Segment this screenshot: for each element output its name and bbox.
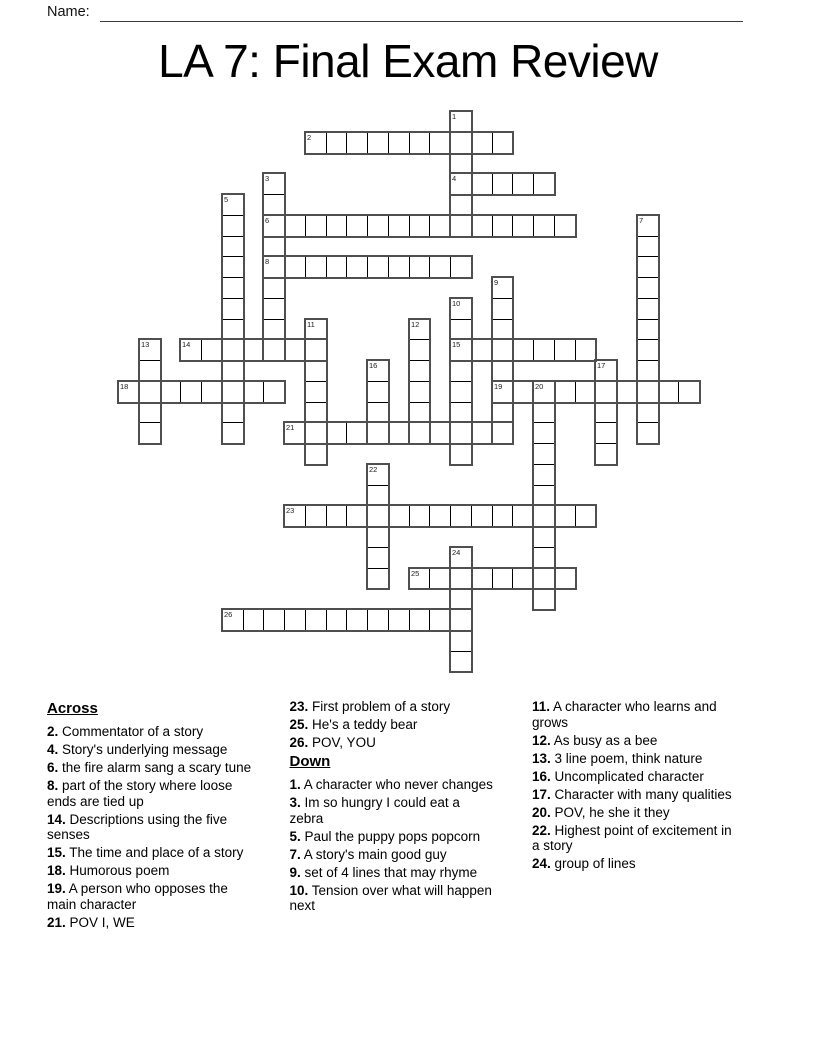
crossword-cell[interactable]: [533, 402, 555, 423]
grid-number-1: 1: [452, 112, 457, 121]
clue-text: Tension over what will happen next: [289, 882, 492, 913]
crossword-cell[interactable]: [305, 360, 327, 382]
crossword-cell[interactable]: [305, 609, 327, 631]
clue-item: [532, 805, 737, 821]
crossword-cell[interactable]: [450, 443, 472, 465]
crossword-cell[interactable]: [595, 422, 617, 444]
clue-text: A character who never changes: [300, 777, 493, 792]
clue-number: 14.: [47, 811, 66, 827]
clue-number: 25.: [289, 717, 309, 732]
grid-number-13: 13: [141, 340, 150, 349]
crossword-cell[interactable]: [450, 360, 472, 382]
crossword-cell[interactable]: [512, 215, 534, 237]
crossword-cell[interactable]: [367, 485, 389, 506]
crossword-cell[interactable]: [429, 215, 451, 237]
crossword-cell[interactable]: [492, 319, 513, 340]
clue-text: As busy as a bee: [550, 732, 658, 748]
crossword-cell[interactable]: [222, 422, 244, 444]
crossword-cell[interactable]: [346, 215, 368, 237]
crossword-cell[interactable]: [409, 215, 430, 237]
crossword-cell[interactable]: [450, 215, 472, 237]
clue-text: A story's main good guy: [300, 846, 447, 862]
clue-item: [532, 751, 737, 767]
grid-number-16: 16: [369, 361, 378, 370]
crossword-cell[interactable]: [512, 381, 534, 403]
clue-text: A character who learns and grows: [532, 699, 717, 730]
crossword-cell[interactable]: [409, 360, 430, 382]
clue-item: [532, 769, 737, 785]
crossword-cell[interactable]: [263, 298, 285, 320]
crossword-cell[interactable]: [367, 547, 389, 569]
crossword-cell[interactable]: [305, 402, 327, 423]
crossword-cell[interactable]: [512, 505, 534, 527]
grid-number-17: 17: [597, 361, 606, 370]
crossword-cell[interactable]: [388, 132, 410, 154]
grid-number-5: 5: [224, 195, 229, 204]
crossword-cell[interactable]: [222, 381, 244, 403]
clue-item: [290, 883, 495, 914]
crossword-cell[interactable]: [222, 277, 244, 299]
crossword-cell[interactable]: [388, 215, 410, 237]
crossword-cell[interactable]: [367, 568, 389, 589]
crossword-cell[interactable]: [471, 422, 493, 444]
crossword-cell[interactable]: [367, 402, 389, 423]
clue-text: POV, YOU: [308, 735, 376, 750]
crossword-cell[interactable]: [409, 256, 430, 278]
crossword-cell[interactable]: [450, 319, 472, 340]
clue-number: 4.: [47, 742, 59, 757]
crossword-cell[interactable]: [284, 215, 306, 237]
crossword-cell[interactable]: [450, 422, 472, 444]
crossword-cell[interactable]: [305, 505, 327, 527]
crossword-cell[interactable]: [201, 339, 223, 361]
crossword-cell[interactable]: [450, 651, 472, 672]
crossword-cell[interactable]: [637, 339, 659, 361]
clue-text: Highest point of excitement in a story: [532, 822, 732, 853]
clue-number: 22.: [532, 822, 551, 838]
clue-item: [532, 823, 737, 854]
crossword-cell[interactable]: [554, 381, 576, 403]
crossword-cell[interactable]: [575, 505, 596, 527]
clue-item: [47, 760, 252, 776]
crossword-cell[interactable]: [533, 505, 555, 527]
clue-number: 15.: [47, 845, 66, 860]
clue-text: part of the story where loose ends are tied up: [47, 778, 233, 809]
crossword-cell[interactable]: [222, 360, 244, 382]
crossword-cell[interactable]: [429, 505, 451, 527]
clue-item: [290, 865, 495, 881]
clue-number: 3.: [289, 795, 301, 810]
grid-number-9: 9: [494, 278, 499, 287]
crossword-cell[interactable]: [139, 360, 161, 382]
clue-number: 19.: [47, 881, 66, 896]
clue-item: [47, 724, 252, 740]
crossword-cell[interactable]: [637, 402, 659, 423]
crossword-cell[interactable]: [305, 443, 327, 465]
crossword-cell[interactable]: [222, 298, 244, 320]
crossword-cell[interactable]: [637, 277, 659, 299]
clue-item: [532, 733, 737, 749]
clue-text: Paul the puppy pops popcorn: [300, 828, 481, 844]
crossword-cell[interactable]: [471, 568, 493, 589]
clue-number: 12.: [532, 732, 551, 748]
clue-text: Commentator of a story: [58, 724, 204, 739]
crossword-cell[interactable]: [201, 381, 223, 403]
crossword-cell[interactable]: [388, 422, 410, 444]
crossword-cell[interactable]: [533, 422, 555, 444]
clue-text: the fire alarm sang a scary tune: [58, 760, 252, 775]
clue-number: 9.: [289, 864, 301, 880]
crossword-cell[interactable]: [346, 505, 368, 527]
crossword-cell[interactable]: [492, 132, 513, 154]
crossword-cell[interactable]: [492, 339, 513, 361]
clue-item: [290, 717, 495, 733]
crossword-cell[interactable]: [637, 298, 659, 320]
crossword-cell[interactable]: [409, 132, 430, 154]
clue-item: [47, 915, 252, 931]
crossword-cell[interactable]: [429, 568, 451, 589]
grid-number-4: 4: [452, 174, 457, 183]
grid-number-15: 15: [452, 340, 461, 349]
clue-item: [290, 795, 495, 826]
crossword-cell[interactable]: [243, 609, 264, 631]
clue-text: Character with many qualities: [550, 786, 732, 802]
crossword-cell[interactable]: [263, 319, 285, 340]
crossword-cell[interactable]: [533, 173, 555, 195]
grid-number-23: 23: [286, 506, 295, 515]
crossword-cell[interactable]: [284, 339, 306, 361]
clue-item: [290, 829, 495, 845]
clue-item: [47, 845, 252, 861]
clue-text: The time and place of a story: [65, 845, 244, 860]
crossword-cell[interactable]: [388, 505, 410, 527]
clue-number: 24.: [532, 856, 551, 871]
clue-number: 6.: [47, 760, 59, 775]
crossword-cell[interactable]: [139, 402, 161, 423]
crossword-cell[interactable]: [326, 609, 347, 631]
clue-text: Humorous poem: [65, 863, 170, 878]
clue-number: 20.: [532, 804, 551, 820]
crossword-cell[interactable]: [533, 215, 555, 237]
clue-number: 18.: [47, 863, 66, 878]
crossword-cell[interactable]: [512, 568, 534, 589]
crossword-cell[interactable]: [678, 381, 700, 403]
crossword-cell[interactable]: [139, 422, 161, 444]
clue-text: 3 line poem, think nature: [550, 750, 703, 766]
crossword-cell[interactable]: [492, 298, 513, 320]
clue-item: [47, 742, 252, 758]
crossword-cell[interactable]: [263, 277, 285, 299]
crossword-cell[interactable]: [263, 339, 285, 361]
clue-item: [47, 778, 252, 809]
crossword-cell[interactable]: [554, 568, 576, 589]
clue-item: [290, 699, 495, 715]
crossword-cell[interactable]: [409, 339, 430, 361]
crossword-cell[interactable]: [367, 215, 389, 237]
clue-number: 7.: [289, 846, 301, 862]
grid-number-12: 12: [411, 320, 420, 329]
grid-number-6: 6: [265, 216, 270, 225]
crossword-cell[interactable]: [554, 505, 576, 527]
crossword-cell[interactable]: [512, 173, 534, 195]
clue-text: Im so hungry I could eat a zebra: [289, 795, 460, 826]
crossword-cell[interactable]: [429, 609, 451, 631]
crossword-cell[interactable]: [533, 526, 555, 548]
clue-number: 21.: [47, 914, 66, 930]
crossword-cell[interactable]: [554, 215, 576, 237]
grid-number-3: 3: [265, 174, 270, 183]
crossword-cell[interactable]: [429, 256, 451, 278]
crossword-cell[interactable]: [533, 568, 555, 589]
grid-number-24: 24: [452, 548, 461, 557]
crossword-cell[interactable]: [616, 381, 638, 403]
name-label: Name:: [47, 4, 90, 20]
crossword-cell[interactable]: [450, 402, 472, 423]
crossword-cell[interactable]: [450, 132, 472, 154]
crossword-cell[interactable]: [637, 381, 659, 403]
crossword-cell[interactable]: [450, 194, 472, 216]
grid-number-18: 18: [120, 382, 129, 391]
crossword-cell[interactable]: [450, 630, 472, 652]
crossword-cell[interactable]: [367, 381, 389, 403]
crossword-cell[interactable]: [450, 505, 472, 527]
grid-number-8: 8: [265, 257, 270, 266]
clue-column-3: [532, 699, 775, 933]
crossword-cell[interactable]: [471, 505, 493, 527]
clue-number: 26.: [289, 735, 309, 750]
crossword-cell[interactable]: [471, 132, 493, 154]
clue-column-1: [47, 699, 290, 933]
crossword-cell[interactable]: [367, 422, 389, 444]
crossword-cell[interactable]: [554, 339, 576, 361]
crossword-cell[interactable]: [388, 609, 410, 631]
crossword-cell[interactable]: [346, 422, 368, 444]
grid-number-7: 7: [639, 216, 644, 225]
crossword-cell[interactable]: [263, 236, 285, 257]
crossword-cell[interactable]: [367, 256, 389, 278]
clue-number: 8.: [47, 778, 59, 793]
crossword-cell[interactable]: [533, 588, 555, 610]
grid-number-25: 25: [411, 569, 420, 578]
crossword-cell[interactable]: [222, 215, 244, 237]
crossword-cell[interactable]: [367, 505, 389, 527]
crossword-cell[interactable]: [533, 443, 555, 465]
clue-column-2: [290, 699, 533, 933]
crossword-cell[interactable]: [326, 422, 347, 444]
across-header: Across: [47, 700, 98, 717]
crossword-cell[interactable]: [305, 256, 327, 278]
crossword-cell[interactable]: [305, 381, 327, 403]
crossword-cell[interactable]: [222, 319, 244, 340]
crossword-cell[interactable]: [409, 422, 430, 444]
crossword-cell[interactable]: [326, 215, 347, 237]
crossword-cell[interactable]: [575, 381, 596, 403]
crossword-cell[interactable]: [409, 609, 430, 631]
crossword-cell[interactable]: [533, 464, 555, 486]
crossword-cell[interactable]: [160, 381, 181, 403]
grid-number-14: 14: [182, 340, 191, 349]
grid-number-2: 2: [307, 133, 312, 142]
crossword-cell[interactable]: [243, 339, 264, 361]
clue-item: [290, 735, 495, 751]
clue-item: [290, 777, 495, 793]
crossword-cell[interactable]: [263, 609, 285, 631]
down-header: Down: [289, 753, 331, 770]
clue-number: 1.: [289, 777, 301, 792]
crossword-cell[interactable]: [595, 402, 617, 423]
crossword-cell[interactable]: [388, 256, 410, 278]
clue-number: 5.: [289, 828, 301, 844]
clue-text: A person who opposes the main character: [47, 881, 228, 912]
crossword-cell[interactable]: [595, 443, 617, 465]
clue-text: group of lines: [550, 856, 636, 871]
crossword-cell[interactable]: [346, 256, 368, 278]
grid-number-22: 22: [369, 465, 378, 474]
clue-number: 16.: [532, 768, 551, 784]
crossword-cell[interactable]: [450, 568, 472, 589]
clue-number: 23.: [289, 699, 309, 714]
crossword-cell[interactable]: [575, 339, 596, 361]
crossword-cell[interactable]: [637, 256, 659, 278]
clue-item: [532, 856, 737, 872]
clue-text: He's a teddy bear: [308, 717, 418, 732]
clue-number: 10.: [289, 882, 309, 898]
clue-number: 11.: [532, 699, 551, 714]
grid-number-20: 20: [535, 382, 544, 391]
crossword-cell[interactable]: [222, 256, 244, 278]
crossword-cell[interactable]: [450, 381, 472, 403]
crossword-cell[interactable]: [637, 422, 659, 444]
crossword-cell[interactable]: [222, 339, 244, 361]
crossword-cell[interactable]: [450, 256, 472, 278]
clue-item: [290, 847, 495, 863]
crossword-cell[interactable]: [450, 153, 472, 174]
clue-number: 13.: [532, 750, 551, 766]
grid-number-10: 10: [452, 299, 461, 308]
crossword-cell[interactable]: [305, 215, 327, 237]
crossword-cell[interactable]: [471, 215, 493, 237]
crossword-cell[interactable]: [263, 194, 285, 216]
clue-item: [532, 699, 737, 730]
crossword-cell[interactable]: [533, 339, 555, 361]
crossword-cell[interactable]: [450, 609, 472, 631]
crossword-cell[interactable]: [512, 339, 534, 361]
crossword-cell[interactable]: [326, 256, 347, 278]
crossword-cell[interactable]: [492, 402, 513, 423]
page-title: LA 7: Final Exam Review: [158, 35, 658, 87]
crossword-cell[interactable]: [429, 422, 451, 444]
clue-text: Uncomplicated character: [550, 768, 704, 784]
crossword-cell[interactable]: [492, 360, 513, 382]
crossword-cell[interactable]: [326, 132, 347, 154]
crossword-cell[interactable]: [326, 505, 347, 527]
crossword-cell[interactable]: [367, 609, 389, 631]
crossword-cell[interactable]: [658, 381, 679, 403]
crossword-cell[interactable]: [305, 339, 327, 361]
grid-number-26: 26: [224, 610, 233, 619]
crossword-cell[interactable]: [305, 422, 327, 444]
grid-number-11: 11: [307, 320, 315, 329]
crossword-cell[interactable]: [595, 381, 617, 403]
crossword-cell[interactable]: [222, 236, 244, 257]
crossword-cell[interactable]: [637, 236, 659, 257]
clue-text: set of 4 lines that may rhyme: [300, 864, 478, 880]
crossword-cell[interactable]: [409, 402, 430, 423]
crossword-cell[interactable]: [346, 609, 368, 631]
crossword-cell[interactable]: [637, 360, 659, 382]
crossword-cell[interactable]: [533, 547, 555, 569]
clue-item: [47, 863, 252, 879]
clue-text: POV, he she it they: [550, 804, 670, 820]
crossword-cell[interactable]: [471, 173, 493, 195]
clue-section: [47, 699, 787, 933]
crossword-cell[interactable]: [222, 402, 244, 423]
crossword-cell[interactable]: [429, 132, 451, 154]
crossword-cell[interactable]: [492, 215, 513, 237]
clue-number: 17.: [532, 786, 551, 802]
clue-text: POV I, WE: [65, 914, 135, 930]
crossword-cell[interactable]: [243, 381, 264, 403]
crossword-cell[interactable]: [409, 505, 430, 527]
crossword-cell[interactable]: [492, 173, 513, 195]
crossword-cell[interactable]: [492, 505, 513, 527]
clue-item: [47, 881, 252, 912]
crossword-cell[interactable]: [450, 588, 472, 610]
crossword-cell[interactable]: [409, 381, 430, 403]
crossword-cell[interactable]: [346, 132, 368, 154]
crossword-cell[interactable]: [367, 526, 389, 548]
crossword-cell[interactable]: [492, 422, 513, 444]
clue-item: [47, 812, 252, 843]
crossword-cell[interactable]: [533, 485, 555, 506]
clue-text: Descriptions using the five senses: [47, 811, 228, 842]
crossword-cell[interactable]: [284, 256, 306, 278]
clue-text: First problem of a story: [308, 699, 451, 714]
clue-item: [532, 787, 737, 803]
grid-number-19: 19: [494, 382, 503, 391]
crossword-cell[interactable]: [180, 381, 202, 403]
crossword-cell[interactable]: [637, 319, 659, 340]
grid-number-21: 21: [286, 423, 295, 432]
crossword-cell[interactable]: [492, 568, 513, 589]
crossword-cell[interactable]: [139, 381, 161, 403]
crossword-cell[interactable]: [367, 132, 389, 154]
crossword-cell[interactable]: [471, 339, 493, 361]
crossword-cell[interactable]: [284, 609, 306, 631]
crossword-cell[interactable]: [263, 381, 285, 403]
clue-text: Story's underlying message: [58, 742, 228, 757]
clue-number: 2.: [47, 724, 59, 739]
